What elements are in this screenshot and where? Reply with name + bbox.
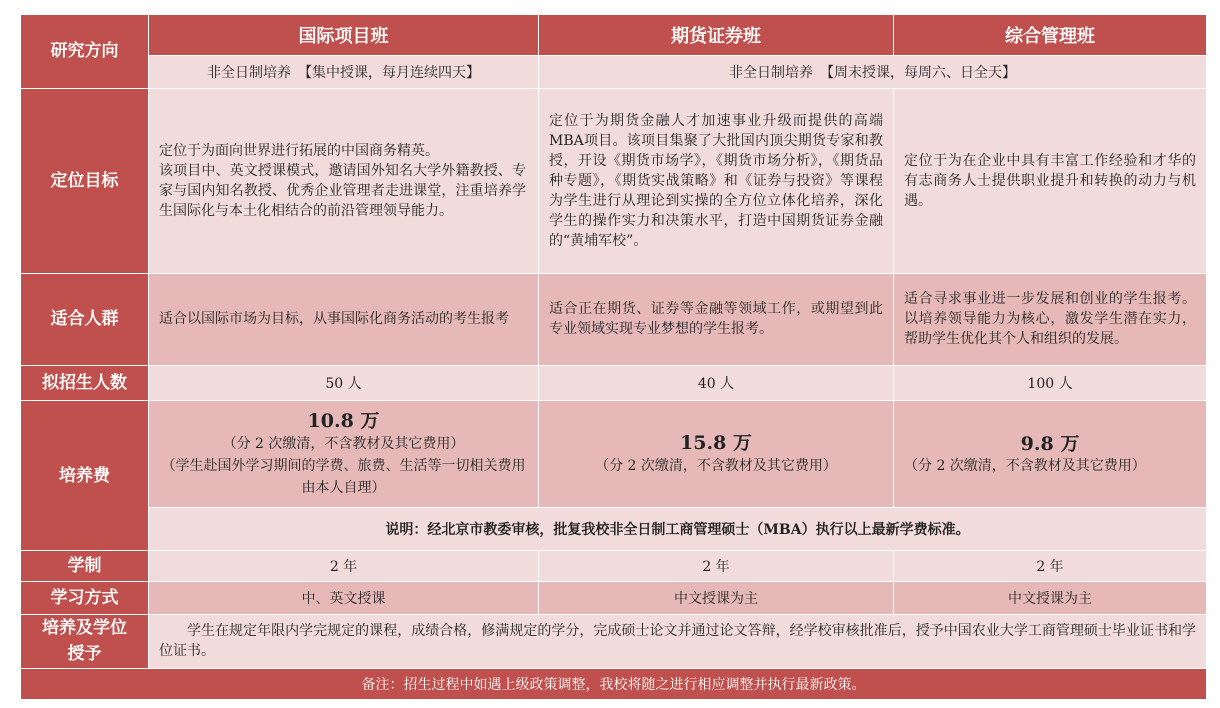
duration-intl: 2 年 [149,551,539,582]
program-header-futures: 期货证券班 [539,15,894,56]
direction-header: 研究方向 [21,15,149,89]
tuition-general [894,401,1207,508]
duration-futures: 2 年 [539,551,894,582]
program-comparison-table [20,14,1207,700]
enrollment-general: 100 人 [894,366,1207,401]
tuition-intl [149,401,539,508]
learning-mode-futures: 中文授课为主 [539,581,894,614]
audience-label: 适合人群 [21,273,149,365]
tuition-intl-amount: 10.8 万 [307,410,380,432]
positioning-futures: 定位于为期货金融人才加速事业升级而提供的高端MBA项目。该项目集聚了大批国内顶尖期货专家和教授，开设《期货市场学》，《期货市场分析》，《期货品种专题》，《期货实战策略》和《证券与投资》等课程为学生进行从理论到实操的全方位立体化培养，深化学生的操作实力和决策水平，打造中国期货证券金融的“黄埔军校”。 [539,88,894,273]
learning-mode-intl: 中、英文授课 [149,581,539,614]
degree-text: 学生在规定年限内学完规定的课程，成绩合格，修满规定的学分，完成硕士论文并通过论文答辩，经学校审核批准后，授予中国农业大学工商管理硕士毕业证书和学位证书。 [149,614,1207,668]
tuition-intl-extra: （学生赴国外学习期间的学费、旅费、生活等一切相关费用由本人自理） [161,458,526,496]
tuition-futures-note: （分 2 次缴清，不含教材及其它费用） [595,458,837,474]
tuition-statement: 说明：经北京市教委审核，批复我校非全日制工商管理硕士（MBA）执行以上最新学费标准。 [149,507,1207,550]
enrollment-intl: 50 人 [149,366,539,401]
enrollment-futures: 40 人 [539,366,894,401]
enrollment-label: 拟招生人数 [21,366,149,401]
tuition-general-note: （分 2 次缴清，不含教材及其它费用） [904,458,1146,474]
positioning-intl-line2: 该项目中、英文授课模式，邀请国外知名大学外籍教授、专家与国内知名教授、优秀企业管理者走进课堂，注重培养学生国际化与本土化相结合的前沿管理领导能力。 [159,162,526,219]
positioning-label: 定位目标 [21,88,149,273]
tuition-futures [539,401,894,508]
learning-mode-general: 中文授课为主 [894,581,1207,614]
footer-note: 备注：招生过程中如遇上级政策调整，我校将随之进行相应调整并执行最新政策。 [21,669,1207,700]
tuition-label: 培养费 [21,401,149,551]
duration-general: 2 年 [894,551,1207,582]
duration-label: 学制 [21,551,149,582]
study-mode-intl: 非全日制培养 【集中授课，每月连续四天】 [149,56,539,89]
audience-futures: 适合正在期货、证券等金融等领域工作，或期望到此专业领域实现专业梦想的学生报考。 [539,273,894,365]
learning-mode-label: 学习方式 [21,581,149,614]
positioning-intl [149,88,539,273]
program-header-intl: 国际项目班 [149,15,539,56]
tuition-intl-note: （分 2 次缴清，不含教材及其它费用） [222,436,465,452]
positioning-intl-line1: 定位于为面向世界进行拓展的中国商务精英。 [159,142,439,159]
audience-general: 适合寻求事业进一步发展和创业的学生报考。以培养领导能力为核心，激发学生潜在实力，帮助学生优化其个人和组织的发展。 [894,273,1207,365]
audience-intl: 适合以国际市场为目标，从事国际化商务活动的考生报考 [149,273,539,365]
degree-label: 培养及学位授予 [21,614,149,668]
tuition-general-amount: 9.8 万 [1020,433,1080,455]
program-header-general: 综合管理班 [894,15,1207,56]
study-mode-other: 非全日制培养 【周末授课，每周六、日全天】 [539,56,1207,89]
tuition-futures-amount: 15.8 万 [680,432,752,454]
positioning-general: 定位于为在企业中具有丰富工作经验和才华的有志商务人士提供职业提升和转换的动力与机遇。 [894,88,1207,273]
